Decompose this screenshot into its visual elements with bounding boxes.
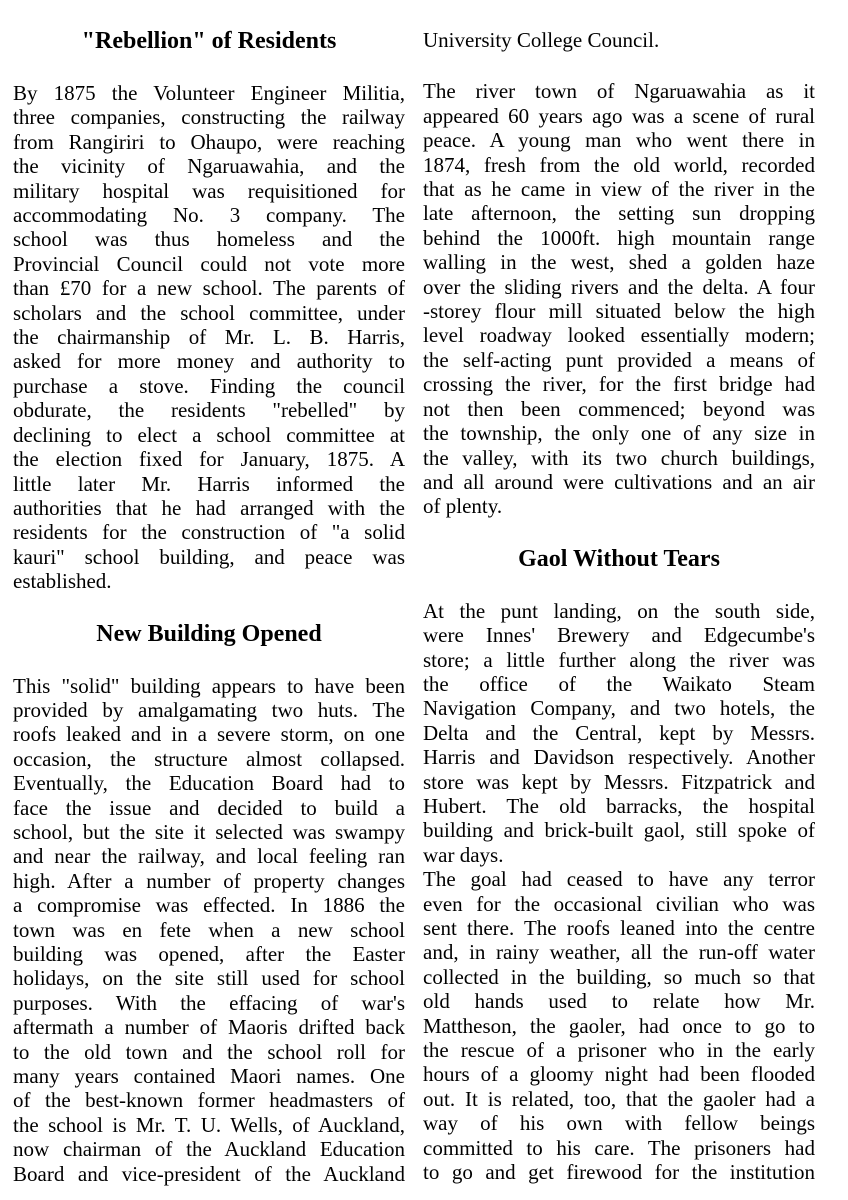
text-line: way of his own with fellow beings <box>423 1111 815 1136</box>
text-line: Provincial Council could not vote more <box>13 251 405 276</box>
text-line: established. <box>13 569 112 594</box>
text-line: Harris and Davidson respectively. Another <box>423 745 815 770</box>
text-line: the office of the Waikato Steam <box>423 671 815 696</box>
text-line: roofs leaked and in a severe storm, on one <box>13 722 405 747</box>
text-line: Mattheson, the gaoler, had once to go to <box>423 1013 815 1038</box>
text-line: the school is Mr. T. U. Wells, of Auckland, <box>13 1112 405 1137</box>
text-line: that as he came in view of the river in the <box>423 177 815 202</box>
text-line: kauri" school building, and peace was <box>13 544 405 569</box>
text-line: out. It is related, too, that the gaoler had a <box>423 1086 815 1111</box>
text-line: asked for more money and authority to <box>13 349 405 374</box>
text-line: level roadway looked essentially modern; <box>423 323 815 348</box>
text-line: late afternoon, the setting sun dropping <box>423 201 815 226</box>
paragraph-rebellion <box>13 81 405 594</box>
heading-rebellion-of-residents: "Rebellion" of Residents <box>81 28 337 54</box>
text-line: three companies, constructing the railway <box>13 105 405 130</box>
text-line: and near the railway, and local feeling ran <box>13 844 405 869</box>
right-column <box>423 28 815 1200</box>
text-line: The river town of Ngaruawahia as it <box>423 79 815 104</box>
text-line: authorities that he had arranged with the <box>13 495 405 520</box>
text-line: a compromise was effected. In 1886 the <box>13 893 405 918</box>
text-line: committed to his care. The prisoners had <box>423 1135 815 1160</box>
text-line: Board and vice-president of the Auckland <box>13 1161 405 1186</box>
text-line: now chairman of the Auckland Education <box>13 1137 405 1162</box>
text-line: building and brick-built gaol, still spoke of <box>423 818 815 843</box>
text-line: crossing the river, for the first bridge had <box>423 372 815 397</box>
text-line: behind the 1000ft. high mountain range <box>423 225 815 250</box>
text-line: to go and get firewood for the institution <box>423 1160 815 1185</box>
text-line: face the issue and decided to build a <box>13 795 405 820</box>
text-line: the election fixed for January, 1875. A <box>13 447 405 472</box>
text-line: store; a little further along the river was <box>423 647 815 672</box>
text-line: holidays, on the site still used for school <box>13 966 405 991</box>
text-line: Hubert. The old barracks, the hospital <box>423 793 815 818</box>
text-line: Delta and the Central, kept by Messrs. <box>423 720 815 745</box>
text-line: collected in the building, so much so that <box>423 964 815 989</box>
text-line: peace. A young man who went there in <box>423 128 815 153</box>
text-line: school, but the site it selected was swampy <box>13 819 405 844</box>
paragraph-new-building <box>13 674 405 1187</box>
left-column <box>13 28 405 1200</box>
text-line: This "solid" building appears to have been <box>13 673 405 698</box>
text-line: appeared 60 years ago was a scene of rural <box>423 103 815 128</box>
text-line: little later Mr. Harris informed the <box>13 471 405 496</box>
text-line: were Innes' Brewery and Edgecumbe's <box>423 623 815 648</box>
text-line: store was kept by Messrs. Fitzpatrick and <box>423 769 815 794</box>
text-line: 1874, fresh from the old world, recorded <box>423 152 815 177</box>
text-line: the rescue of a prisoner who in the early <box>423 1038 815 1063</box>
paragraph-goal-terror <box>423 867 815 1184</box>
text-line: Navigation Company, and two hotels, the <box>423 696 815 721</box>
text-line: of the best-known former headmasters of <box>13 1088 405 1113</box>
text-line: aftermath a number of Maoris drifted back <box>13 1015 405 1040</box>
text-line: over the sliding rivers and the delta. A four <box>423 274 815 299</box>
text-line: not then been commenced; beyond was <box>423 396 815 421</box>
text-line: sent there. The roofs leaned into the centre <box>423 916 815 940</box>
text-line: purchase a stove. Finding the council <box>13 373 405 398</box>
text-line: the chairmanship of Mr. L. B. Harris, <box>13 325 405 350</box>
heading-gaol-without-tears: Gaol Without Tears <box>518 545 720 572</box>
text-line: scholars and the school committee, under <box>13 300 405 325</box>
text-line: military hospital was requisitioned for <box>13 178 405 203</box>
text-line: -storey flour mill situated below the high <box>423 299 815 324</box>
text-line: declining to elect a school committee at <box>13 422 405 447</box>
text-line: and all around were cultivations and an air <box>423 469 815 494</box>
paragraph-continuation-university-college <box>423 28 815 52</box>
text-line: from Rangiriri to Ohaupo, were reaching <box>13 129 405 154</box>
text-line: old hands used to relate how Mr. <box>423 989 815 1014</box>
text-line: walling in the west, shed a golden haze <box>423 250 815 275</box>
text-line: many years contained Maori names. One <box>13 1064 405 1089</box>
heading-new-building-opened: New Building Opened <box>96 620 322 647</box>
text-line: accommodating No. 3 company. The <box>13 203 405 228</box>
text-line: the township, the only one of any size in <box>423 421 815 446</box>
text-line: provided by amalgamating two huts. The <box>13 697 405 722</box>
text-line: Eventually, the Education Board had to <box>13 771 405 796</box>
text-line: and, in rainy weather, all the run-off water <box>423 940 815 965</box>
text-line: even for the occasional civilian who was <box>423 891 815 916</box>
text-line: The goal had ceased to have any terror <box>423 867 815 892</box>
text-line: University College Council. <box>423 28 660 52</box>
text-line: to the old town and the school roll for <box>13 1039 405 1064</box>
text-line: By 1875 the Volunteer Engineer Militia, <box>13 81 405 105</box>
text-line: the vicinity of Ngaruawahia, and the <box>13 154 405 179</box>
text-line: the valley, with its two church buildings, <box>423 445 815 470</box>
text-line: At the punt landing, on the south side, <box>423 598 815 623</box>
text-line: hours of a gloomy night had been flooded <box>423 1062 815 1087</box>
text-line: residents for the construction of "a solid <box>13 520 405 545</box>
text-line: obdurate, the residents "rebelled" by <box>13 398 405 423</box>
text-line: the self-acting punt provided a means of <box>423 347 815 372</box>
text-line: occasion, the structure almost collapsed. <box>13 746 405 771</box>
text-line: purposes. With the effacing of war's <box>13 990 405 1015</box>
text-line: building was opened, after the Easter <box>13 942 405 966</box>
text-line: war days. <box>423 842 504 867</box>
text-line: high. After a number of property changes <box>13 868 405 893</box>
text-line: town was en fete when a new school <box>13 917 405 942</box>
text-line: of plenty. <box>423 494 503 519</box>
text-line: school was thus homeless and the <box>13 227 405 252</box>
text-line: than £70 for a new school. The parents of <box>13 276 405 301</box>
paragraph-river-town <box>423 79 815 518</box>
paragraph-punt-landing <box>423 599 815 867</box>
